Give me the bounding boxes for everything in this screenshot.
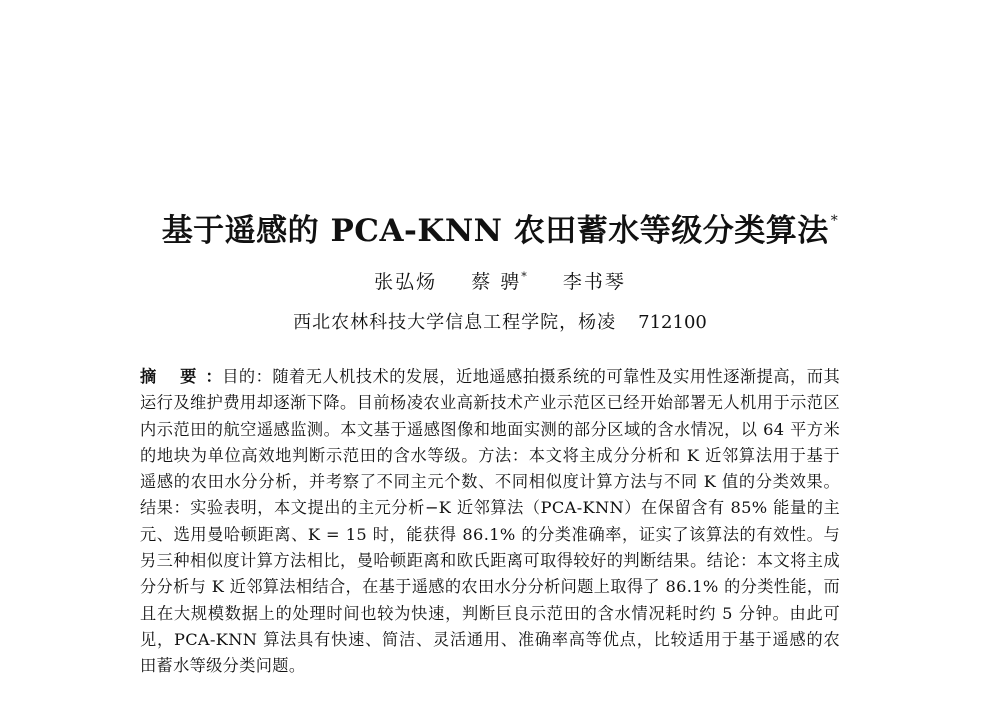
author-3 <box>563 267 626 294</box>
author-list <box>0 267 1000 294</box>
author-3-name: 李书琴 <box>562 271 626 293</box>
paper-title <box>0 205 1000 250</box>
author-2 <box>471 267 529 294</box>
author-1-name: 张弘炀 <box>374 271 438 293</box>
author-2-name: 蔡 骋 <box>471 271 522 293</box>
abstract-label: 摘 要 <box>140 367 206 386</box>
postcode: 712100 <box>638 312 707 333</box>
abstract-text: 目的：随着无人机技术的发展，近地遥感拍摄系统的可靠性及实用性逐渐提高，而其运行及维护费用却逐渐下降。目前杨凌农业高新技术产业示范区已经开始部署无人机用于示范区内示范田的航空遥感监测。本文基于遥感图像和地面实测的部分区域的含水情况，以 64 平方米的地块为单位高效地判断示范田的含水等级。方法：本文将主成分分析和 K 近邻算法用于基于遥感的农田水分分析，并考察了不同主元个数、不同相似度计算方法与不同 K 值的分类效果。结果：实验表明，本文提出的主元分析−K 近邻算法（PCA-KNN）在保留含有 85% 能量的主元、选用曼哈顿距离、K = 15 时，能获得 86.1% 的分类准确率，证实了该算法的有效性。与另三种相似度计算方法相比，曼哈顿距离和欧氏距离可取得较好的判断结果。结论：本文将主成分分析与 K 近邻算法相结合，在基于遥感的农田水分分析问题上取得了 86.1% 的分类性能，而且在大规模数据上的处理时间也较为快速，判断巨良示范田的含水情况耗时约 5 分钟。由此可见，PCA-KNN 算法具有快速、简洁、灵活通用、准确率高等优点，比较适用于基于遥感的农田蓄水等级分类问题。 <box>140 367 840 676</box>
abstract-colon: ： <box>205 367 223 386</box>
affiliation-text: 西北农林科技大学信息工程学院，杨凌 <box>293 312 617 333</box>
author-2-mark: * <box>521 270 529 283</box>
affiliation <box>0 308 1000 334</box>
title-footnote-mark: * <box>830 213 839 229</box>
paper-title-text: 基于遥感的 PCA-KNN 农田蓄水等级分类算法 <box>161 213 829 249</box>
author-1 <box>374 267 437 294</box>
abstract <box>140 364 840 680</box>
